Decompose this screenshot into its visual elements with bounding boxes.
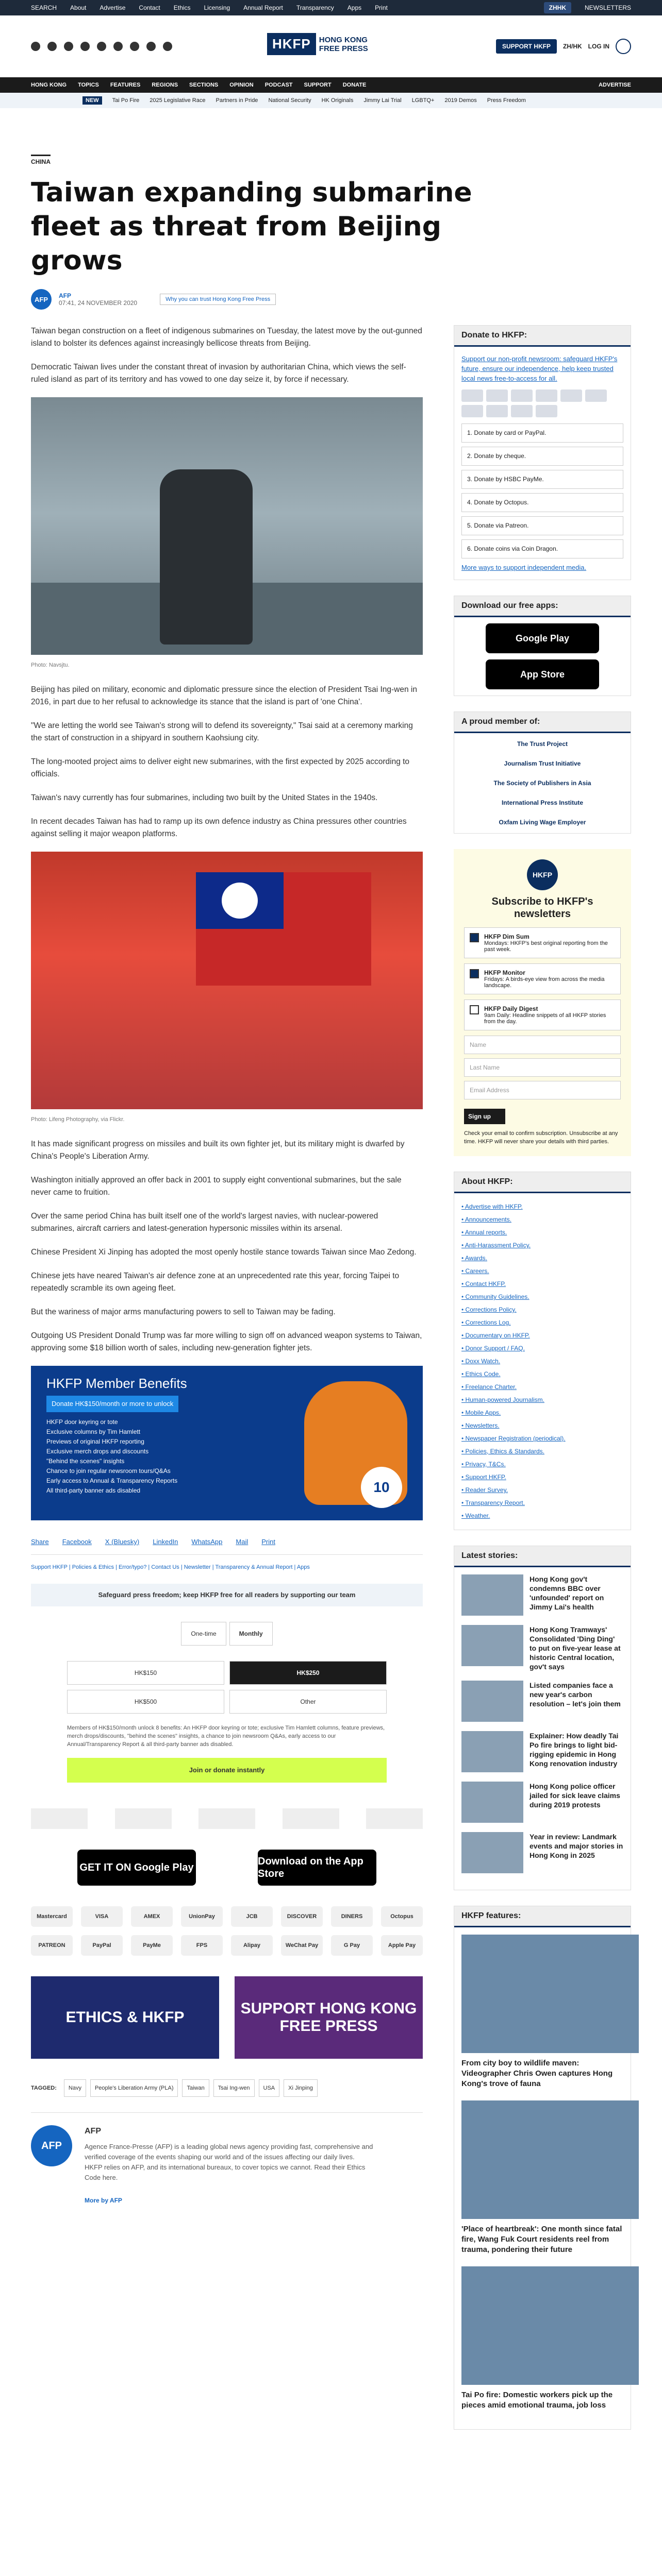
card-icon	[585, 389, 607, 402]
about-link[interactable]: • Community Guidelines.	[461, 1291, 623, 1303]
author-box-avatar[interactable]: AFP	[31, 2125, 72, 2166]
topbar-advertise[interactable]: Advertise	[100, 4, 126, 11]
unionpay-icon: UnionPay	[181, 1906, 223, 1927]
donation-frequency-tabs	[31, 1622, 423, 1646]
about-link[interactable]: • Donor Support / FAQ.	[461, 1342, 623, 1355]
story-thumbnail	[461, 1731, 523, 1772]
nav-hong-kong[interactable]: HONG KONG	[31, 82, 67, 88]
share-bar	[31, 1536, 423, 1555]
story-thumbnail	[461, 1832, 523, 1873]
trending-hk-originals[interactable]: HK Originals	[321, 97, 354, 104]
x-icon[interactable]	[47, 42, 57, 51]
donate-title: Donate to HKFP:	[454, 326, 631, 347]
tagged-label: TAGGED:	[31, 2085, 57, 2091]
latest-story[interactable]	[461, 1832, 623, 1873]
benefit-item: "Behind the scenes" insights	[46, 1458, 125, 1465]
author-bio: Agence France-Presse (AFP) is a leading global news agency providing fast, comprehensive and verified coverage of the events shaping our world and of the issues affecting our daily lives. HKFP relies on AFP, and its international bureaux, to cover topics we cannot. Read their Ethics Code here.	[85, 2143, 373, 2181]
about-link[interactable]: • Policies, Ethics & Standards.	[461, 1445, 623, 1458]
trending-2019-demos[interactable]: 2019 Demos	[444, 97, 477, 104]
paragraph: It has made significant progress on missiles and built its own fighter jet, but its military might is dwarfed by China's People's Liberation Army.	[31, 1140, 405, 1161]
site-logo[interactable]	[267, 33, 368, 55]
anniversary-seal: 10	[361, 1467, 402, 1508]
tier-250[interactable]: HK$250	[229, 1661, 387, 1685]
story-title[interactable]: Hong Kong police officer jailed for sick leave claims during 2019 protests	[529, 1782, 620, 1809]
trending-lgbtq[interactable]: LGBTQ+	[411, 97, 435, 104]
paragraph: Taiwan's navy currently has four submarines, including two built by the United States in the 1940s.	[31, 793, 378, 802]
facebook-icon[interactable]	[31, 42, 40, 51]
card-icon	[511, 389, 533, 402]
features-title: HKFP features:	[454, 1906, 631, 1927]
about-link[interactable]: • Ethics Code.	[461, 1368, 623, 1381]
latest-story[interactable]	[461, 1681, 623, 1722]
donation-tiers	[67, 1661, 387, 1714]
fps-icon: FPS	[181, 1935, 223, 1956]
content-columns	[31, 325, 631, 2445]
topbar-newsletters[interactable]: NEWSLETTERS	[584, 4, 631, 11]
latest-title: Latest stories:	[454, 1546, 631, 1567]
card-icon	[461, 389, 483, 402]
newsletter-name: HKFP Daily Digest	[484, 1005, 538, 1012]
mastercard-icon: Mastercard	[31, 1906, 73, 1927]
donate-widget	[454, 325, 631, 580]
google-play-button[interactable]: GET IT ON Google Play	[77, 1850, 196, 1886]
nav-donate[interactable]: DONATE	[342, 82, 367, 88]
submarine-photo	[31, 397, 423, 655]
donate-option[interactable]: 6. Donate coins via Coin Dragon.	[461, 539, 623, 558]
feature-image	[461, 2266, 639, 2385]
member-tag: Donate HK$150/month or more to unlock	[46, 1396, 178, 1412]
paragraph: Taiwan began construction on a fleet of indigenous submarines on Tuesday, the latest move by the out-gunned island to bolster its defences against increasingly bellicose threats from Beijing.	[31, 327, 422, 348]
flag-sun	[222, 883, 258, 919]
about-list	[454, 1193, 631, 1530]
donate-option[interactable]: 5. Donate via Patreon.	[461, 516, 623, 535]
about-link[interactable]: • Newsletters.	[461, 1419, 623, 1432]
newsletter-note: Check your email to confirm subscription. Unsubscribe at any time. HKFP will never share your details with third parties.	[464, 1130, 618, 1145]
trending-tai-po-fire[interactable]: Tai Po Fire	[112, 97, 140, 104]
share-print[interactable]: Print	[261, 1538, 275, 1546]
card-icon	[536, 405, 557, 417]
benefit-item: Exclusive columns by Tim Hamlett	[46, 1428, 141, 1435]
about-link[interactable]: • Human-powered Journalism.	[461, 1394, 623, 1406]
tag-taiwan[interactable]: Taiwan	[182, 2079, 209, 2097]
memberships-widget	[454, 711, 631, 834]
apps-title: Download our free apps:	[454, 596, 631, 617]
trust-project-badge[interactable]	[31, 1808, 88, 1829]
jcb-icon: JCB	[231, 1906, 273, 1927]
about-widget	[454, 1172, 631, 1530]
share-facebook[interactable]: Facebook	[62, 1538, 92, 1546]
member-benefits-banner[interactable]	[31, 1366, 423, 1520]
card-icon	[486, 405, 508, 417]
taiwan-flags-photo	[31, 852, 423, 1109]
donate-body	[454, 347, 631, 580]
tag-list	[31, 2079, 423, 2097]
newsletter-name: HKFP Dim Sum	[484, 933, 529, 940]
byline	[31, 289, 631, 310]
paragraph: Washington initially approved an offer back in 2001 to supply eight conventional submarines, but the sale never came to fruition.	[31, 1176, 402, 1197]
latest-story[interactable]	[461, 1782, 623, 1823]
support-hkfp-button[interactable]: SUPPORT HKFP	[496, 39, 557, 54]
about-link[interactable]: • Careers.	[461, 1265, 623, 1278]
tag-usa[interactable]: USA	[259, 2079, 280, 2097]
byline-text	[59, 292, 137, 307]
paragraph: In recent decades Taiwan has had to ramp up its own defence industry as China pressures other countries against selling it major weapon platforms.	[31, 817, 407, 838]
photo-caption: Photo: Lifeng Photography, via Flickr.	[31, 1116, 125, 1123]
about-link[interactable]: • Corrections Log.	[461, 1316, 623, 1329]
nav-sections[interactable]: SECTIONS	[189, 82, 219, 88]
about-link[interactable]: • Documentary on HKFP.	[461, 1329, 623, 1342]
language-switch[interactable]: ZH/HK	[562, 43, 582, 50]
member-badges-row	[31, 1808, 423, 1829]
topbar-licensing[interactable]: Licensing	[204, 4, 230, 11]
donate-option[interactable]: 2. Donate by cheque.	[461, 447, 623, 466]
app-store-buttons	[31, 1850, 423, 1886]
payme-icon: PayMe	[131, 1935, 173, 1956]
author-name[interactable]: AFP	[59, 292, 71, 299]
story-thumbnail	[461, 1782, 523, 1823]
paypal-icon: PayPal	[81, 1935, 123, 1956]
zh-language-pill[interactable]: ZHHK	[544, 2, 571, 13]
feature-story[interactable]	[461, 1935, 623, 2089]
logo-line-2: FREE PRESS	[319, 44, 368, 53]
newsletter-option[interactable]	[464, 999, 621, 1030]
newsletter-title: Subscribe to HKFP's newsletters	[491, 896, 593, 920]
paragraph: The long-mooted project aims to deliver eight new submarines, with the first expected by 2025 according to officials.	[31, 757, 410, 778]
about-link[interactable]: • Announcements.	[461, 1213, 623, 1226]
story-title[interactable]: Hong Kong gov't condemns BBC over 'unfounded' report on Jimmy Lai's health	[529, 1575, 604, 1611]
login-link[interactable]: LOG IN	[588, 43, 609, 50]
site-header	[0, 15, 662, 77]
about-link[interactable]: • Anti-Harassment Policy.	[461, 1239, 623, 1252]
threads-icon[interactable]	[113, 42, 123, 51]
paragraph: Outgoing US President Donald Trump was far more willing to sign off on advanced weapon systems to Taiwan, approving some $18 billion worth of sales, including new-generation fighter jets.	[31, 1331, 422, 1352]
signup-row	[464, 1104, 621, 1129]
story-title[interactable]: Year in review: Landmark events and major stories in Hong Kong in 2025	[529, 1833, 623, 1859]
sidebar-app-store[interactable]: App Store	[486, 659, 599, 689]
latest-list	[454, 1567, 631, 1890]
social-icons	[31, 42, 172, 51]
diners-icon: DINERS	[331, 1906, 373, 1927]
story-thumbnail	[461, 1574, 523, 1616]
about-link[interactable]: • Annual reports.	[461, 1226, 623, 1239]
discover-icon: DISCOVER	[281, 1906, 323, 1927]
paragraph: But the wariness of major arms manufacturing powers to sell to Taiwan may be fading.	[31, 1308, 336, 1316]
latest-story[interactable]	[461, 1625, 623, 1671]
about-link[interactable]: • Support HKFP.	[461, 1471, 623, 1484]
checkbox-icon[interactable]	[470, 933, 479, 942]
more-ways-link[interactable]: More ways to support independent media.	[461, 564, 587, 571]
trust-link[interactable]: Why you can trust Hong Kong Free Press	[160, 294, 276, 305]
feature-image	[461, 1935, 639, 2053]
about-link[interactable]: • Mobile Apps.	[461, 1406, 623, 1419]
submarine-shape	[160, 469, 253, 645]
newsletter-name: HKFP Monitor	[484, 969, 525, 976]
about-link[interactable]: • Freelance Charter.	[461, 1381, 623, 1394]
alipay-icon: Alipay	[231, 1935, 273, 1956]
nav-features[interactable]: FEATURES	[110, 82, 141, 88]
membership-logo[interactable]: International Press Institute	[501, 799, 584, 806]
article-body	[31, 325, 423, 2445]
about-link[interactable]: • Weather.	[461, 1510, 623, 1522]
share-whatsapp[interactable]: WhatsApp	[191, 1538, 223, 1546]
wechat-pay-icon: WeChat Pay	[281, 1935, 323, 1956]
taiwan-flag-shape	[196, 872, 371, 986]
jti-badge[interactable]	[115, 1808, 172, 1829]
story-title[interactable]: Listed companies face a new year's carbon resolution – let's join them	[529, 1681, 621, 1708]
card-icon	[511, 405, 533, 417]
author-avatar[interactable]: AFP	[31, 289, 52, 310]
card-icon	[560, 389, 582, 402]
youtube-icon[interactable]	[80, 42, 90, 51]
amex-icon: AMEX	[131, 1906, 173, 1927]
latest-story[interactable]	[461, 1574, 623, 1616]
nav-advertise[interactable]: ADVERTISE	[599, 82, 631, 88]
tab-monthly[interactable]: Monthly	[229, 1622, 273, 1646]
rss-icon[interactable]	[163, 42, 172, 51]
trending-partners-in-pride[interactable]: Partners in Pride	[216, 97, 258, 104]
footer-links[interactable]: Support HKFP | Policies & Ethics | Error/typo? | Contact Us | Newsletter | Transparency & Annual Report | Apps	[31, 1564, 310, 1570]
nav-support[interactable]: SUPPORT	[304, 82, 332, 88]
tag-pla[interactable]: People's Liberation Army (PLA)	[90, 2079, 178, 2097]
newsletter-desc: Mondays: HKFP's best original reporting from the past week.	[484, 940, 608, 953]
topbar-search[interactable]: SEARCH	[31, 4, 57, 11]
membership-logo[interactable]: Journalism Trust Initiative	[504, 760, 581, 767]
logo-box: HKFP	[267, 33, 316, 55]
topbar-annual-report[interactable]: Annual Report	[243, 4, 283, 11]
ipi-badge[interactable]	[283, 1808, 339, 1829]
benefit-item: HKFP door keyring or tote	[46, 1418, 118, 1426]
newsletter-widget	[454, 849, 631, 1156]
feature-title[interactable]: From city boy to wildlife maven: Videographer Chris Owen captures Hong Kong's trove of fauna	[461, 2059, 613, 2088]
linkedin-icon[interactable]	[130, 42, 139, 51]
tab-one-time[interactable]: One-time	[181, 1622, 226, 1646]
trending-legislative-race[interactable]: 2025 Legislative Race	[150, 97, 206, 104]
join-donate-button[interactable]: Join or donate instantly	[67, 1758, 387, 1783]
newsletter-logo: HKFP	[527, 859, 558, 890]
tag-xi[interactable]: Xi Jinping	[284, 2079, 318, 2097]
donate-option[interactable]: 1. Donate by card or PayPal.	[461, 423, 623, 443]
memberships-list	[454, 733, 631, 833]
trending-bar	[0, 93, 662, 108]
benefit-item: Previews of original HKFP reporting	[46, 1438, 144, 1445]
share-mail[interactable]: Mail	[236, 1538, 249, 1546]
topbar-apps[interactable]: Apps	[347, 4, 362, 11]
card-icon	[536, 389, 557, 402]
feature-title[interactable]: Tai Po fire: Domestic workers pick up the pieces amid emotional trauma, job loss	[461, 2391, 613, 2410]
story-thumbnail	[461, 1625, 523, 1666]
telegram-icon[interactable]	[146, 42, 156, 51]
visa-icon: VISA	[81, 1906, 123, 1927]
apple-pay-icon: Apple Pay	[381, 1935, 423, 1956]
share-label: Share	[31, 1538, 49, 1546]
benefit-item: Early access to Annual & Transparency Reports	[46, 1477, 178, 1484]
about-link[interactable]: • Awards.	[461, 1252, 623, 1265]
author-box	[31, 2112, 423, 2207]
share-x[interactable]: X (Bluesky)	[105, 1538, 140, 1546]
paragraph: Beijing has piled on military, economic and diplomatic pressure since the election of President Tsai Ing-wen in 2016, in part due to her refusal to acknowledge its stance that the island is part of 'one China'.	[31, 685, 417, 706]
patreon-icon: PATREON	[31, 1935, 73, 1956]
features-list	[454, 1927, 631, 2429]
latest-widget	[454, 1546, 631, 1890]
trending-press-freedom[interactable]: Press Freedom	[487, 97, 526, 104]
card-icon	[486, 389, 508, 402]
trending-national-security[interactable]: National Security	[268, 97, 311, 104]
photo-caption: Photo: Navsjtu.	[31, 662, 70, 668]
first-name-field[interactable]: Name	[464, 1036, 621, 1054]
ethics-promo[interactable]: ETHICS & HKFP	[31, 1976, 219, 2059]
hkfp-badge-icon	[616, 39, 631, 54]
donate-option[interactable]: 3. Donate by HSBC PayMe.	[461, 470, 623, 489]
header-actions	[496, 39, 631, 54]
publish-date: 07:41, 24 NOVEMBER 2020	[59, 299, 138, 307]
paragraph: Chinese jets have neared Taiwan's air defence zone at an unprecedented rate this year, forcing Taipei to repeatedly scramble its own ageing fleet.	[31, 1272, 400, 1293]
about-title: About HKFP:	[454, 1172, 631, 1193]
story-title[interactable]: Explainer: How deadly Tai Po fire brings to light bid-rigging epidemic in Hong Kong renovation industry	[529, 1732, 619, 1768]
about-link[interactable]: • Transparency Report.	[461, 1497, 623, 1510]
oxfam-badge[interactable]	[366, 1808, 423, 1829]
bluesky-icon[interactable]	[97, 42, 106, 51]
paragraph: Democratic Taiwan lives under the constant threat of invasion by authoritarian China, which views the self-ruled island as part of its territory and has vowed to one day seize it, by force if necessary.	[31, 363, 406, 384]
apps-widget	[454, 596, 631, 696]
logo-text	[319, 36, 368, 53]
google-pay-icon: G Pay	[331, 1935, 373, 1956]
logo-line-1: HONG KONG	[319, 35, 368, 44]
author-box-name[interactable]: AFP	[85, 2127, 101, 2136]
about-link[interactable]: • Corrections Policy.	[461, 1303, 623, 1316]
topbar-contact[interactable]: Contact	[139, 4, 160, 11]
membership-logo[interactable]: The Trust Project	[517, 740, 568, 748]
paragraph: Over the same period China has built itself one of the world's largest navies, with nuclear-powered submarines, aircraft carriers and latest-generation hypersonic missiles within its arsenal.	[31, 1212, 378, 1233]
story-thumbnail	[461, 1681, 523, 1722]
tier-note: Members of HK$150/month unlock 8 benefits: An HKFP door keyring or tote; exclusive Tim Hamlett columns, feature previews, merch drops/discounts, "behind the scenes" insights, a chance to join newsroom Q&As, early access to our Annual/Transparency Report & all third-party banner ads disabled.	[67, 1725, 385, 1748]
benefit-item: Exclusive merch drops and discounts	[46, 1448, 149, 1455]
payment-methods	[31, 1906, 423, 1956]
topbar-about[interactable]: About	[70, 4, 87, 11]
tag-navy[interactable]: Navy	[64, 2079, 86, 2097]
support-promo[interactable]: SUPPORT HONG KONG FREE PRESS	[235, 1976, 423, 2059]
membership-logo[interactable]: Oxfam Living Wage Employer	[499, 819, 586, 826]
instagram-icon[interactable]	[64, 42, 73, 51]
article-category[interactable]: CHINA	[31, 155, 51, 165]
features-widget	[454, 1906, 631, 2430]
tag-tsai[interactable]: Tsai Ing-wen	[213, 2079, 255, 2097]
page-content	[31, 139, 631, 2445]
about-link[interactable]: • Newspaper Registration (periodical).	[461, 1432, 623, 1445]
about-link[interactable]: • Advertise with HKFP.	[461, 1200, 623, 1213]
benefit-item: Chance to join regular newsroom tours/Q&As	[46, 1467, 171, 1475]
checkbox-icon[interactable]	[470, 1005, 479, 1014]
trending-jimmy-lai-trial[interactable]: Jimmy Lai Trial	[363, 97, 402, 104]
last-name-field[interactable]: Last Name	[464, 1058, 621, 1077]
about-link[interactable]: • Doxx Watch.	[461, 1355, 623, 1368]
about-link[interactable]: • Privacy, T&Cs.	[461, 1458, 623, 1471]
feature-story[interactable]	[461, 2266, 623, 2411]
newsletter-option-text	[484, 969, 615, 989]
benefit-item: All third-party banner ads disabled	[46, 1487, 141, 1494]
card-icon	[461, 405, 483, 417]
newsletter-option[interactable]	[464, 927, 621, 958]
paragraph: Chinese President Xi Jinping has adopted the most openly hostile stance towards Taiwan since Mao Zedong.	[31, 1248, 417, 1257]
sopa-badge[interactable]	[198, 1808, 255, 1829]
feature-image	[461, 2100, 639, 2219]
membership-logo[interactable]: The Society of Publishers in Asia	[493, 779, 591, 787]
top-utility-bar	[0, 0, 662, 15]
topbar-transparency[interactable]: Transparency	[296, 4, 334, 11]
card-logos	[461, 389, 623, 417]
checkbox-icon[interactable]	[470, 969, 479, 978]
tier-500[interactable]: HK$500	[67, 1690, 224, 1714]
sidebar	[454, 325, 631, 2445]
about-link[interactable]: • Reader Survey.	[461, 1484, 623, 1497]
nav-podcast[interactable]: PODCAST	[264, 82, 293, 88]
feature-title[interactable]: 'Place of heartbreak': One month since fatal fire, Wang Fuk Court residents reel from trauma, pondering their future	[461, 2225, 622, 2254]
about-link[interactable]: • Contact HKFP.	[461, 1278, 623, 1291]
author-box-text	[85, 2125, 373, 2207]
donate-option[interactable]: 4. Donate by Octopus.	[461, 493, 623, 512]
member-title: HKFP Member Benefits	[46, 1376, 187, 1391]
email-field[interactable]: Email Address	[464, 1081, 621, 1099]
donate-intro-link[interactable]: Support our non-profit newsroom: safeguard HKFP's future, ensure our independence, help keep trusted local news free-to-access for all.	[461, 355, 618, 382]
tier-150[interactable]: HK$150	[67, 1661, 224, 1685]
main-nav	[0, 77, 662, 93]
support-band[interactable]: Safeguard press freedom; keep HKFP free for all readers by supporting our team	[31, 1584, 423, 1606]
topbar-print[interactable]: Print	[375, 4, 388, 11]
feature-story[interactable]	[461, 2100, 623, 2255]
app-store-button[interactable]: Download on the App Store	[258, 1850, 376, 1886]
newsletter-option[interactable]	[464, 963, 621, 994]
latest-story[interactable]	[461, 1731, 623, 1772]
story-title[interactable]: Hong Kong Tramways' Consolidated 'Ding Ding' to put on five-year lease at historic Central location, gov't says	[529, 1625, 621, 1671]
tier-other[interactable]: Other	[229, 1690, 387, 1714]
nav-opinion[interactable]: OPINION	[229, 82, 254, 88]
proud-title: A proud member of:	[454, 712, 631, 733]
nav-topics[interactable]: TOPICS	[78, 82, 99, 88]
newsletter-desc: 9am Daily: Headline snippets of all HKFP stories from the day.	[484, 1012, 606, 1025]
sidebar-google-play[interactable]: Google Play	[486, 623, 599, 653]
newsletter-desc: Fridays: A birds-eye view from across the media landscape.	[484, 976, 605, 989]
octopus-icon: Octopus	[381, 1906, 423, 1927]
share-linkedin[interactable]: LinkedIn	[153, 1538, 178, 1546]
promo-banners	[31, 1976, 423, 2059]
topbar-ethics[interactable]: Ethics	[173, 4, 191, 11]
paragraph: "We are letting the world see Taiwan's strong will to defend its sovereignty," Tsai said at a ceremony marking the start of construction in a shipyard in southern Kaohsiung city.	[31, 721, 413, 742]
more-by-author-link[interactable]: More by AFP	[85, 2197, 122, 2204]
new-badge: NEW	[82, 96, 102, 105]
signup-button[interactable]: Sign up	[464, 1109, 505, 1124]
newsletter-option-text	[484, 933, 615, 953]
nav-regions[interactable]: REGIONS	[152, 82, 178, 88]
newsletter-option-text	[484, 1005, 615, 1025]
article-headline: Taiwan expanding submarine fleet as threat from Beijing grows	[31, 177, 472, 276]
